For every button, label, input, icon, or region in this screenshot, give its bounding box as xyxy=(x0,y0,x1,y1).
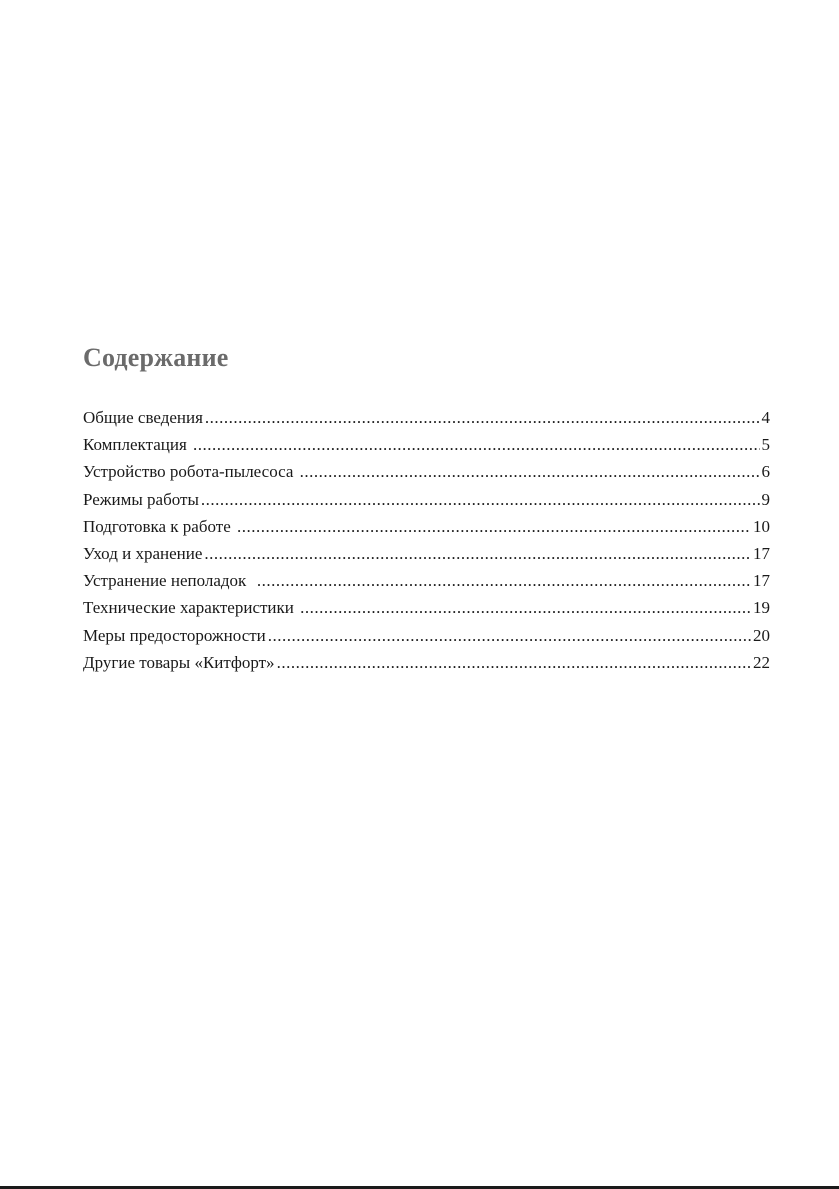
toc-entry-label: Уход и хранение xyxy=(83,543,203,563)
toc-dot-leader xyxy=(193,431,759,458)
toc-entry-page: 22 xyxy=(753,652,770,672)
toc-entry-page: 4 xyxy=(761,408,770,427)
toc-entry-label: Устройство робота-пылесоса xyxy=(83,462,298,482)
toc-entry-label: Общие сведения xyxy=(83,408,203,427)
toc-entry-page: 19 xyxy=(753,598,770,618)
toc-entry[interactable] xyxy=(83,649,770,676)
toc-entry-page: 10 xyxy=(753,516,770,536)
toc-entry[interactable] xyxy=(83,540,770,567)
toc-entry-label: Подготовка к работе xyxy=(83,516,235,536)
toc-dot-leader xyxy=(257,567,751,594)
toc-entry[interactable] xyxy=(83,513,770,540)
toc-entry-label: Технические характеристики xyxy=(83,598,299,618)
toc-entry[interactable] xyxy=(83,486,770,513)
toc-entry-label: Комплектация xyxy=(83,435,192,455)
toc-entry-label: Режимы работы xyxy=(83,489,199,509)
toc-entry[interactable] xyxy=(83,622,770,649)
table-of-contents xyxy=(83,338,770,676)
toc-entry-page: 20 xyxy=(753,625,770,645)
toc-dot-leader xyxy=(300,594,751,621)
toc-title: Содержание xyxy=(83,343,229,372)
toc-entry-label: Другие товары «Китфорт» xyxy=(83,652,275,672)
toc-entry[interactable] xyxy=(83,594,770,621)
toc-list xyxy=(83,404,770,676)
toc-entry-page: 17 xyxy=(753,571,770,591)
toc-entry-label: Устранение неполадок xyxy=(83,571,255,591)
toc-dot-leader xyxy=(205,404,760,431)
toc-entry[interactable] xyxy=(83,458,770,485)
toc-entry-page: 9 xyxy=(761,489,770,509)
toc-entry-label: Меры предосторожности xyxy=(83,625,266,645)
toc-dot-leader xyxy=(201,486,760,513)
toc-dot-leader xyxy=(237,513,751,540)
toc-entry-page: 17 xyxy=(753,543,770,563)
toc-entry[interactable] xyxy=(83,404,770,431)
toc-entry-page: 5 xyxy=(761,435,770,455)
toc-entry-page: 6 xyxy=(761,462,770,482)
toc-dot-leader xyxy=(300,458,760,485)
toc-entry[interactable] xyxy=(83,431,770,458)
toc-dot-leader xyxy=(277,649,751,676)
toc-dot-leader xyxy=(204,540,751,567)
toc-dot-leader xyxy=(268,622,751,649)
toc-entry[interactable] xyxy=(83,567,770,594)
